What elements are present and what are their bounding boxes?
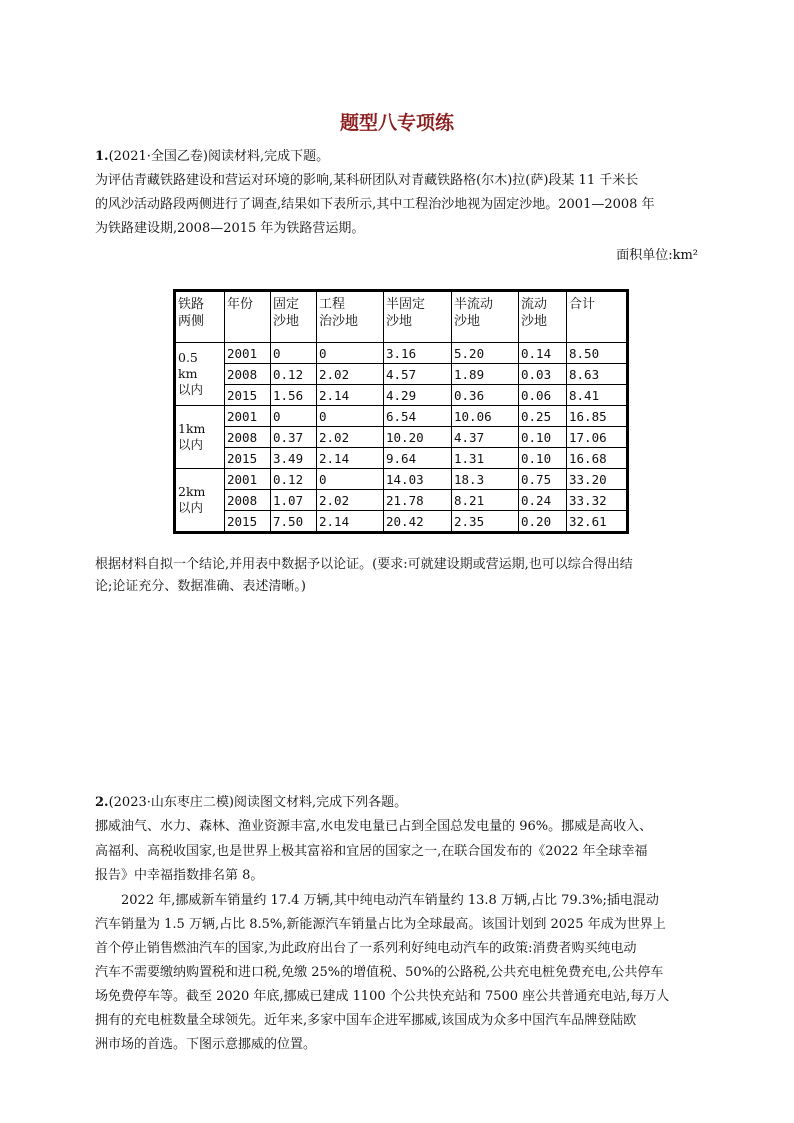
table-cell: 8.63 [567,364,628,385]
table-cell: 18.3 [452,469,519,490]
table-cell: 0.03 [519,364,567,385]
table-row [175,469,628,490]
table-header-text: 两侧 [178,314,205,329]
table-cell: 2.02 [317,427,384,448]
table-cell: 0.12 [271,469,317,490]
table-cell: 0.06 [519,385,567,406]
table-cell: 0.10 [519,448,567,469]
table-cell: 7.50 [271,511,317,533]
table-row [175,385,628,406]
table-cell: 33.32 [567,490,628,511]
table-row [175,364,628,385]
table-cell: 0 [271,406,317,427]
table-header-cell [452,291,519,343]
table-cell: 2.35 [452,511,519,533]
q2-lead: (2023·山东枣庄二模)阅读图文材料,完成下列各题。 [108,795,408,810]
table-cell: 2.14 [317,385,384,406]
table-side-cell [175,469,225,533]
q2-para1-line: 高福利、高税收国家,也是世界上极其富裕和宜居的国家之一,在联合国发布的《2022 年全球幸福 [95,844,648,859]
table-side-cell [175,343,225,406]
q1-question-line: 根据材料自拟一个结论,并用表中数据予以论证。(要求:可就建设期或营运期,也可以综合得出结 [95,557,633,572]
area-unit-label: 面积单位:km² [616,248,698,263]
q1-lead: (2021·全国乙卷)阅读材料,完成下题。 [108,149,330,164]
q2-para2-line: 洲市场的首选。下图示意挪威的位置。 [95,1037,317,1052]
table-cell: 2.14 [317,511,384,533]
table-row [175,343,628,364]
table-row [175,490,628,511]
table-cell: 16.68 [567,448,628,469]
q2-para1-line: 挪威油气、水力、森林、渔业资源丰富,水电发电量已占到全国总发电量的 96%。挪威是高收入、 [95,819,653,834]
table-cell: 2015 [225,511,271,533]
table-row [175,511,628,533]
side-label-text: km [178,366,198,381]
table-cell: 2015 [225,385,271,406]
table-cell: 8.21 [452,490,519,511]
table-cell: 1.89 [452,364,519,385]
table-header-text: 流动 [521,297,548,312]
table-cell: 1.31 [452,448,519,469]
table-cell: 2001 [225,343,271,364]
table-header-cell [175,291,225,343]
table-header-text: 沙地 [521,314,548,329]
side-label-text: 以内 [178,500,204,515]
table-cell: 17.06 [567,427,628,448]
table-header-cell [317,291,384,343]
table-header-text: 半固定 [386,297,426,312]
q1-para-line: 为铁路建设期,2008—2015 年为铁路营运期。 [95,221,365,236]
sand-area-table [173,289,629,534]
table-cell: 6.54 [384,406,452,427]
table-cell: 2001 [225,469,271,490]
side-label-text: 2km [178,484,206,499]
table-cell: 2.02 [317,490,384,511]
table-header-cell [567,291,628,343]
table-cell: 5.20 [452,343,519,364]
q2-para1-line: 报告》中幸福指数排名第 8。 [95,868,264,883]
table-header-text: 沙地 [273,314,300,329]
side-label-text: 以内 [178,437,204,452]
table-header-text: 合计 [569,297,596,312]
side-label-text: 1km [178,421,206,436]
q1-question-line: 论;论证充分、数据准确、表述清晰。) [95,579,306,594]
q2-para2-line: 首个停止销售燃油汽车的国家,为此政府出台了一系列利好纯电动汽车的政策:消费者购买纯电动 [95,941,637,956]
table-cell: 2008 [225,364,271,385]
table-cell: 0.12 [271,364,317,385]
q2-lead-line [95,794,705,812]
side-label-text: 以内 [178,382,204,397]
page-title: 题型八专项练 [339,112,454,134]
table-cell: 16.85 [567,406,628,427]
table-cell: 10.06 [452,406,519,427]
table-cell: 0 [317,406,384,427]
table-cell: 21.78 [384,490,452,511]
table-cell: 20.42 [384,511,452,533]
table-header-text: 半流动 [454,297,494,312]
table-header-text: 工程 [319,297,346,312]
table-cell: 8.50 [567,343,628,364]
table-cell: 4.37 [452,427,519,448]
table-row [175,406,628,427]
table-cell: 0.14 [519,343,567,364]
table-cell: 0.10 [519,427,567,448]
table-cell: 8.41 [567,385,628,406]
side-label-text: 0.5 [178,350,198,365]
q1-para-line: 的风沙活动路段两侧进行了调查,结果如下表所示,其中工程治沙地视为固定沙地。2001—2008 年 [95,197,655,212]
table-header-text: 沙地 [386,314,413,329]
table-cell: 9.64 [384,448,452,469]
table-header-text: 固定 [273,297,300,312]
table-cell: 0 [317,343,384,364]
q1-number: 1. [95,149,109,164]
q2-para2-line: 汽车销量为 1.5 万辆,占比 8.5%,新能源汽车销量占比为全球最高。该国计划到 2025 年成为世界上 [95,917,666,932]
q1-para-line: 为评估青藏铁路建设和营运对环境的影响,某科研团队对青藏铁路格(尔木)拉(萨)段某 11 千米长 [95,173,639,188]
table-cell: 1.56 [271,385,317,406]
table-cell: 32.61 [567,511,628,533]
q2-para2-line: 拥有的充电桩数量全球领先。近年来,多家中国车企进军挪威,该国成为众多中国汽车品牌登陆欧 [95,1013,637,1028]
table-cell: 0 [271,343,317,364]
table-header-cell [225,291,271,343]
table-header-cell [384,291,452,343]
table-cell: 0.24 [519,490,567,511]
table-cell: 3.16 [384,343,452,364]
q2-para2-line: 汽车不需要缴纳购置税和进口税,免缴 25%的增值税、50%的公路税,公共充电桩免费充电,公共停车 [95,965,664,980]
table-cell: 3.49 [271,448,317,469]
table-header-row [175,291,628,343]
table-cell: 0.25 [519,406,567,427]
table-header-text: 年份 [227,297,254,312]
table-row [175,448,628,469]
table-cell: 0.36 [452,385,519,406]
table-cell: 4.57 [384,364,452,385]
table-cell: 2008 [225,427,271,448]
table-cell: 10.20 [384,427,452,448]
table-cell: 1.07 [271,490,317,511]
table-cell: 0.20 [519,511,567,533]
table-header-text: 治沙地 [319,314,359,329]
table-cell: 2008 [225,490,271,511]
table-cell: 2015 [225,448,271,469]
table-header-text: 铁路 [178,297,205,312]
table-cell: 2001 [225,406,271,427]
q2-para2-line: 2022 年,挪威新车销量约 17.4 万辆,其中纯电动汽车销量约 13.8 万辆,占比 79.3%;插电混动 [121,893,659,908]
table-header-cell [271,291,317,343]
q1-lead-line [95,148,705,166]
table-cell: 2.14 [317,448,384,469]
table-cell: 0.37 [271,427,317,448]
table-header-text: 沙地 [454,314,481,329]
table-side-cell [175,406,225,469]
table-cell: 33.20 [567,469,628,490]
table-cell: 0.75 [519,469,567,490]
table-row [175,427,628,448]
table-header-cell [519,291,567,343]
q2-para2-line: 场免费停车等。截至 2020 年底,挪威已建成 1100 个公共快充站和 7500 座公共普通充电站,每万人 [95,989,670,1004]
table-cell: 0 [317,469,384,490]
table-cell: 2.02 [317,364,384,385]
table-cell: 14.03 [384,469,452,490]
q2-number: 2. [95,795,109,810]
table-cell: 4.29 [384,385,452,406]
